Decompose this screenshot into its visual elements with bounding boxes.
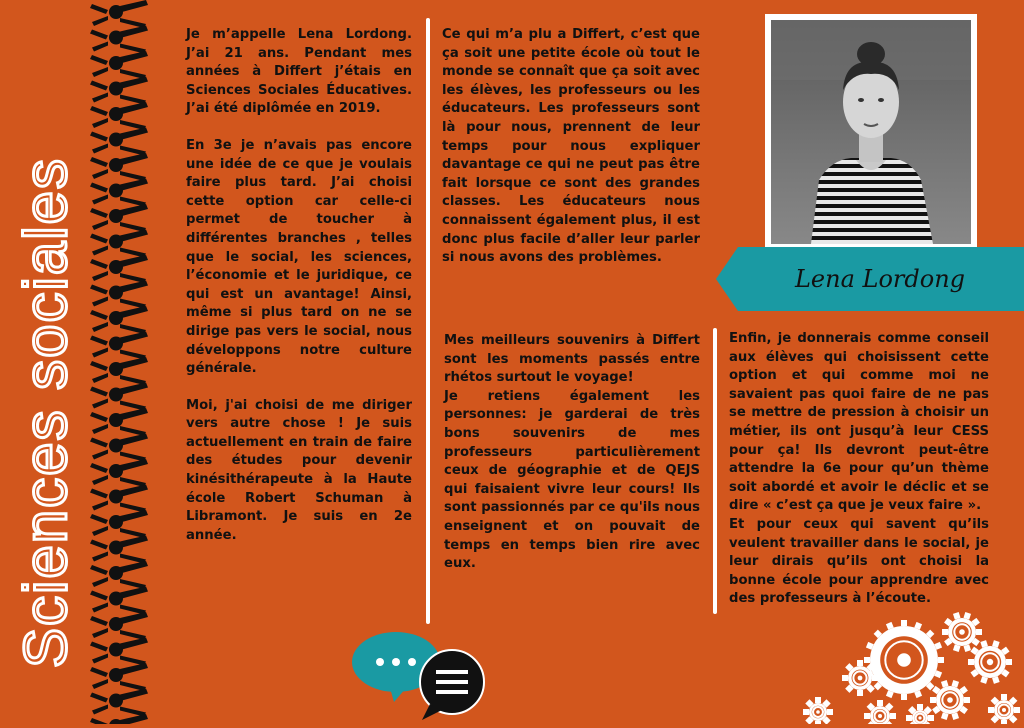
col4-paragraph-1: Enfin, je donnerais comme conseil aux élèves qui choisissent cette option et qui comme moi ne savaient pas quoi faire de ne pas se mettre de pression à choisir un métier, ils ont jusqu’à leur CESS pour ça! Ils devront peut-être attendre la 6e pour qu’un thème soit abordé et avoir le déclic et se dire « c’est ça que je veux faire ». xyxy=(729,331,989,514)
divider-line-1 xyxy=(426,18,430,624)
profile-photo xyxy=(765,14,977,250)
col3-paragraph-2: Je retiens également les personnes: je garderai de très bons souvenirs de mes professeurs particulièrement ceux de géographie et de QEJS qui faisaient vivre leur cours! Ils sont passionnés par ce qu'ils nous enseignent et on pouvait de temps en temps bien rire avec eux. xyxy=(444,388,700,572)
col3-paragraph-1: Mes meilleurs souvenirs à Differt sont les moments passés entre rhétos surtout le voyage! xyxy=(444,333,700,386)
column-3 xyxy=(444,332,700,592)
portrait-image xyxy=(771,20,971,244)
col4-paragraph-2: Et pour ceux qui savent qu’ils veulent travailler dans le social, je leur dirais qu’ils ont choisi la bonne école pour apprendre avec des professeurs à l’écoute. xyxy=(729,516,989,607)
person-name: Lena Lordong xyxy=(794,265,966,293)
chat-bubbles-icon xyxy=(350,630,490,724)
col1-paragraph-3: Moi, j'ai choisi de me diriger vers autre chose ! Je suis actuellement en train de faire des études pour devenir kinésithérapeute à la Haute école Robert Schuman à Libramont. Je suis en 2e année. xyxy=(186,397,412,543)
name-tag xyxy=(716,247,1024,311)
vertical-title xyxy=(4,0,90,724)
page-title: Sciences sociales xyxy=(12,157,79,668)
column-2 xyxy=(442,26,700,286)
col2-paragraph-1: Ce qui m’a plu a Differt, c’est que ça soit une petite école où tout le monde se connaît que ça soit avec les élèves, les professeurs ou les éducateurs. Les professeurs sont là pour nous, prennent de leur temps pour nous expliquer davantage ce qui ne peut pas être fait lorsque ce sont des grandes classes. Les éducateurs nous connaissent également plus, il est donc plus facile d’aller leur parler si nous avons des problèmes. xyxy=(442,27,700,266)
column-4 xyxy=(729,330,989,627)
col1-paragraph-1: Je m’appelle Lena Lordong. J’ai 21 ans. Pendant mes années à Differt j’étais en Sciences Sociales Éducatives. J’ai été diplômée en 2019. xyxy=(186,27,412,117)
col1-paragraph-2: En 3e je n’avais pas encore une idée de ce que je voulais faire plus tard. J’ai choisi cette option car celle-ci permet de toucher à différentes branches , telles que le social, les sciences, l’économie et le juridique, ce qui est un avantage! Ainsi, même si plus tard on ne se dirige pas vers le social, nous développons notre culture générale. xyxy=(186,137,412,377)
people-chain-icon xyxy=(86,0,164,724)
column-1 xyxy=(186,26,412,563)
gears-icon xyxy=(800,600,1024,724)
divider-line-2 xyxy=(713,328,717,614)
